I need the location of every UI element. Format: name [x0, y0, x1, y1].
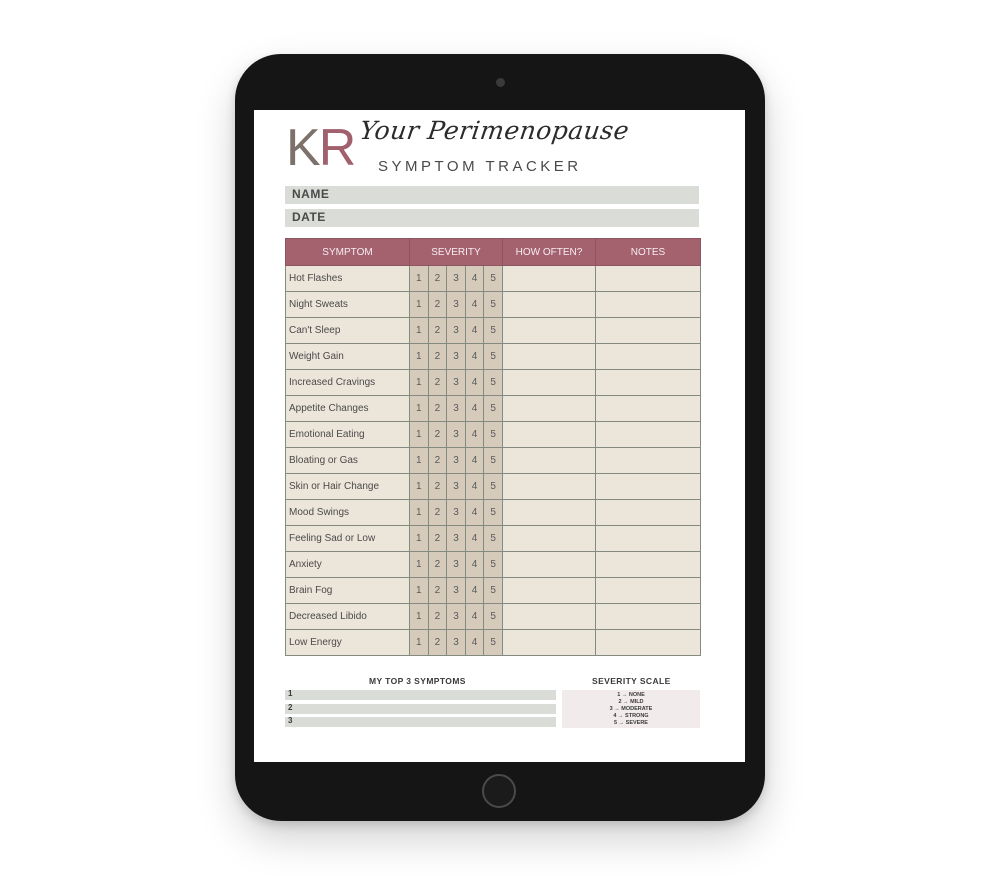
- severity-option[interactable]: 3: [447, 448, 466, 474]
- how-often-cell[interactable]: [502, 318, 595, 344]
- severity-option[interactable]: 1: [410, 552, 429, 578]
- scale-item: 1 → NONE: [617, 692, 645, 698]
- severity-option[interactable]: 5: [484, 396, 503, 422]
- severity-option[interactable]: 4: [465, 552, 484, 578]
- how-often-cell[interactable]: [502, 552, 595, 578]
- symptom-label: Brain Fog: [286, 578, 410, 604]
- how-often-cell[interactable]: [502, 422, 595, 448]
- severity-option[interactable]: 3: [447, 630, 466, 656]
- severity-option[interactable]: 5: [484, 552, 503, 578]
- severity-option[interactable]: 1: [410, 448, 429, 474]
- how-often-cell[interactable]: [502, 474, 595, 500]
- symptom-label: Anxiety: [286, 552, 410, 578]
- how-often-cell[interactable]: [502, 604, 595, 630]
- severity-option[interactable]: 4: [465, 448, 484, 474]
- notes-cell[interactable]: [595, 526, 700, 552]
- severity-option[interactable]: 2: [428, 526, 447, 552]
- severity-option[interactable]: 3: [447, 578, 466, 604]
- severity-option[interactable]: 3: [447, 266, 466, 292]
- severity-option[interactable]: 5: [484, 422, 503, 448]
- severity-option[interactable]: 3: [447, 552, 466, 578]
- notes-cell[interactable]: [595, 370, 700, 396]
- severity-option[interactable]: 1: [410, 526, 429, 552]
- top3-number: 1: [288, 689, 293, 698]
- severity-option[interactable]: 1: [410, 370, 429, 396]
- how-often-cell[interactable]: [502, 526, 595, 552]
- table-row: [286, 292, 701, 318]
- severity-option[interactable]: 2: [428, 500, 447, 526]
- table-row: [286, 370, 701, 396]
- severity-option[interactable]: 3: [447, 604, 466, 630]
- how-often-cell[interactable]: [502, 500, 595, 526]
- header-notes: NOTES: [595, 239, 700, 266]
- severity-option[interactable]: 5: [484, 266, 503, 292]
- how-often-cell[interactable]: [502, 344, 595, 370]
- severity-option[interactable]: 4: [465, 630, 484, 656]
- how-often-cell[interactable]: [502, 266, 595, 292]
- severity-option[interactable]: 2: [428, 396, 447, 422]
- top3-number: 2: [288, 703, 293, 712]
- table-header-row: [286, 239, 701, 266]
- severity-option[interactable]: 3: [447, 292, 466, 318]
- severity-option[interactable]: 1: [410, 344, 429, 370]
- date-label: DATE: [292, 210, 326, 224]
- severity-option[interactable]: 2: [428, 604, 447, 630]
- tracker-page: [254, 110, 745, 762]
- table-row: [286, 474, 701, 500]
- severity-option[interactable]: 2: [428, 448, 447, 474]
- logo-r: R: [318, 119, 355, 177]
- severity-option[interactable]: 4: [465, 422, 484, 448]
- severity-option[interactable]: 4: [465, 344, 484, 370]
- how-often-cell[interactable]: [502, 448, 595, 474]
- severity-option[interactable]: 3: [447, 344, 466, 370]
- severity-option[interactable]: 4: [465, 578, 484, 604]
- scale-item: 3 → MODERATE: [609, 706, 653, 712]
- how-often-cell[interactable]: [502, 578, 595, 604]
- symptom-label: Decreased Libido: [286, 604, 410, 630]
- home-button[interactable]: [482, 774, 516, 808]
- severity-option[interactable]: 3: [447, 422, 466, 448]
- notes-cell[interactable]: [595, 396, 700, 422]
- symptom-label: Weight Gain: [286, 344, 410, 370]
- symptom-table: [285, 238, 701, 656]
- severity-option[interactable]: 2: [428, 474, 447, 500]
- severity-option[interactable]: 5: [484, 474, 503, 500]
- severity-scale-box: [562, 690, 700, 728]
- symptom-label: Emotional Eating: [286, 422, 410, 448]
- table-row: [286, 500, 701, 526]
- symptom-label: Hot Flashes: [286, 266, 410, 292]
- severity-option[interactable]: 5: [484, 318, 503, 344]
- header-severity: SEVERITY: [410, 239, 503, 266]
- severity-option[interactable]: 1: [410, 500, 429, 526]
- severity-option[interactable]: 4: [465, 604, 484, 630]
- symptom-label: Bloating or Gas: [286, 448, 410, 474]
- severity-option[interactable]: 2: [428, 370, 447, 396]
- severity-option[interactable]: 2: [428, 578, 447, 604]
- severity-option[interactable]: 1: [410, 630, 429, 656]
- notes-cell[interactable]: [595, 266, 700, 292]
- severity-option[interactable]: 1: [410, 318, 429, 344]
- severity-option[interactable]: 3: [447, 318, 466, 344]
- symptom-label: Feeling Sad or Low: [286, 526, 410, 552]
- notes-cell[interactable]: [595, 474, 700, 500]
- page-subtitle: SYMPTOM TRACKER: [378, 158, 582, 175]
- scale-item: 5 → SEVERE: [614, 720, 648, 726]
- severity-option[interactable]: 4: [465, 292, 484, 318]
- severity-option[interactable]: 2: [428, 318, 447, 344]
- symptom-label: Low Energy: [286, 630, 410, 656]
- top3-line-3[interactable]: [285, 717, 556, 727]
- severity-option[interactable]: 5: [484, 292, 503, 318]
- name-label: NAME: [292, 187, 330, 201]
- scale-title: SEVERITY SCALE: [592, 676, 671, 686]
- top3-line-2[interactable]: [285, 704, 556, 714]
- how-often-cell[interactable]: [502, 292, 595, 318]
- severity-option[interactable]: 1: [410, 474, 429, 500]
- severity-option[interactable]: 4: [465, 526, 484, 552]
- table-row: [286, 396, 701, 422]
- severity-option[interactable]: 1: [410, 578, 429, 604]
- table-row: [286, 422, 701, 448]
- severity-option[interactable]: 5: [484, 370, 503, 396]
- logo-k: K: [286, 119, 319, 177]
- symptom-label: Appetite Changes: [286, 396, 410, 422]
- symptom-label: Night Sweats: [286, 292, 410, 318]
- top3-number: 3: [288, 716, 293, 725]
- severity-option[interactable]: 1: [410, 604, 429, 630]
- top3-title: MY TOP 3 SYMPTOMS: [369, 676, 466, 686]
- header-symptom: SYMPTOM: [286, 239, 410, 266]
- severity-option[interactable]: 4: [465, 318, 484, 344]
- name-field[interactable]: [285, 186, 699, 204]
- severity-option[interactable]: 3: [447, 370, 466, 396]
- notes-cell[interactable]: [595, 318, 700, 344]
- severity-option[interactable]: 5: [484, 500, 503, 526]
- severity-option[interactable]: 2: [428, 422, 447, 448]
- notes-cell[interactable]: [595, 578, 700, 604]
- script-title: Your Perimenopause: [357, 116, 632, 145]
- symptom-label: Skin or Hair Change: [286, 474, 410, 500]
- notes-cell[interactable]: [595, 292, 700, 318]
- notes-cell[interactable]: [595, 344, 700, 370]
- tablet-frame: [235, 54, 765, 821]
- header-how-often: HOW OFTEN?: [502, 239, 595, 266]
- camera-icon: [496, 78, 505, 87]
- symptom-label: Can't Sleep: [286, 318, 410, 344]
- date-field[interactable]: [285, 209, 699, 227]
- table-row: [286, 630, 701, 656]
- severity-option[interactable]: 3: [447, 474, 466, 500]
- severity-option[interactable]: 5: [484, 604, 503, 630]
- notes-cell[interactable]: [595, 500, 700, 526]
- how-often-cell[interactable]: [502, 396, 595, 422]
- severity-option[interactable]: 4: [465, 500, 484, 526]
- severity-option[interactable]: 2: [428, 292, 447, 318]
- how-often-cell[interactable]: [502, 630, 595, 656]
- severity-option[interactable]: 5: [484, 630, 503, 656]
- severity-option[interactable]: 3: [447, 500, 466, 526]
- severity-option[interactable]: 5: [484, 344, 503, 370]
- table-row: [286, 552, 701, 578]
- scale-item: 2 → MILD: [618, 699, 644, 705]
- severity-option[interactable]: 2: [428, 552, 447, 578]
- severity-option[interactable]: 4: [465, 396, 484, 422]
- severity-option[interactable]: 1: [410, 396, 429, 422]
- table-row: [286, 526, 701, 552]
- severity-option[interactable]: 5: [484, 526, 503, 552]
- scale-item: 4 → STRONG: [613, 713, 649, 719]
- notes-cell[interactable]: [595, 604, 700, 630]
- severity-option[interactable]: 2: [428, 630, 447, 656]
- severity-option[interactable]: 4: [465, 370, 484, 396]
- top3-line-1[interactable]: [285, 690, 556, 700]
- severity-option[interactable]: 3: [447, 396, 466, 422]
- notes-cell[interactable]: [595, 552, 700, 578]
- table-row: [286, 344, 701, 370]
- table-row: [286, 318, 701, 344]
- symptom-label: Mood Swings: [286, 500, 410, 526]
- notes-cell[interactable]: [595, 422, 700, 448]
- how-often-cell[interactable]: [502, 370, 595, 396]
- notes-cell[interactable]: [595, 448, 700, 474]
- severity-option[interactable]: 4: [465, 266, 484, 292]
- severity-option[interactable]: 1: [410, 292, 429, 318]
- table-row: [286, 448, 701, 474]
- severity-option[interactable]: 4: [465, 474, 484, 500]
- severity-option[interactable]: 2: [428, 344, 447, 370]
- notes-cell[interactable]: [595, 630, 700, 656]
- symptom-label: Increased Cravings: [286, 370, 410, 396]
- table-row: [286, 266, 701, 292]
- kr-logo: [286, 120, 354, 176]
- severity-option[interactable]: 1: [410, 422, 429, 448]
- severity-option[interactable]: 3: [447, 526, 466, 552]
- severity-option[interactable]: 2: [428, 266, 447, 292]
- severity-option[interactable]: 1: [410, 266, 429, 292]
- severity-option[interactable]: 5: [484, 448, 503, 474]
- table-row: [286, 578, 701, 604]
- severity-option[interactable]: 5: [484, 578, 503, 604]
- table-row: [286, 604, 701, 630]
